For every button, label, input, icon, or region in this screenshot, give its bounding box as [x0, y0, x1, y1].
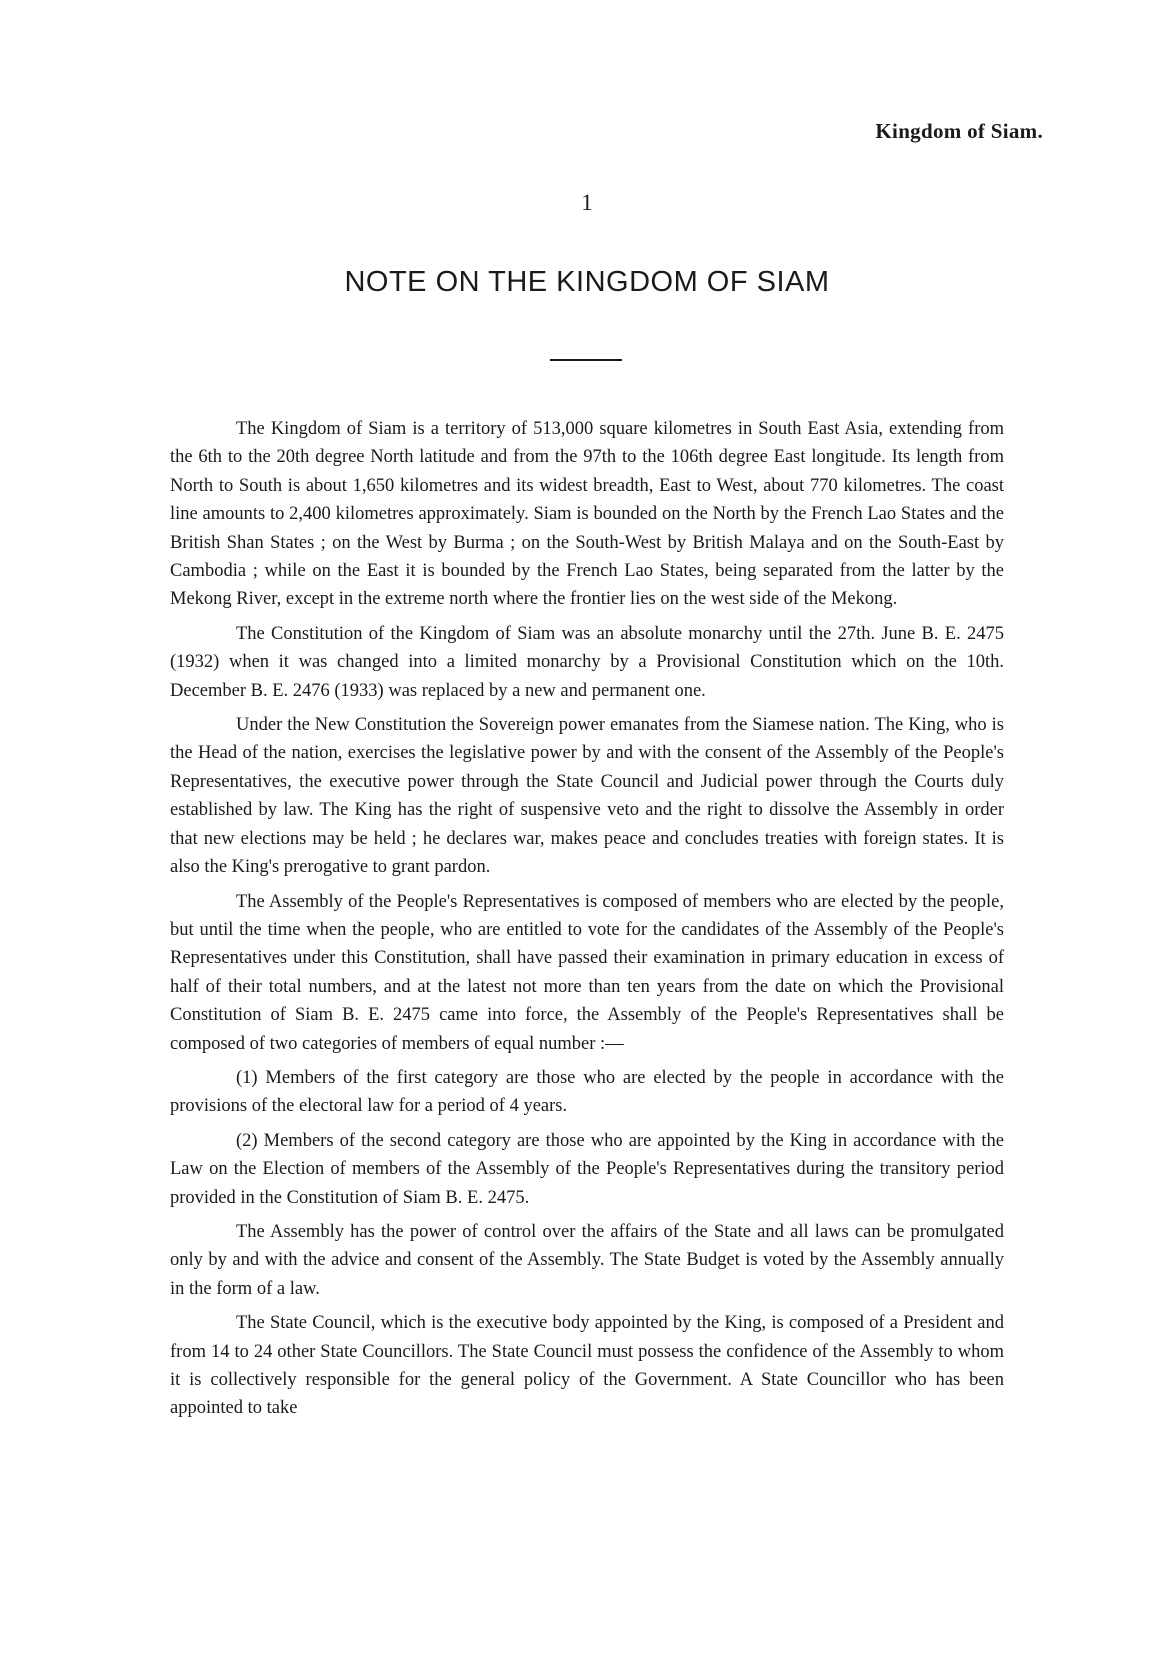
paragraph-assembly-powers: The Assembly has the power of control over the affairs of the State and all laws can be promulgated only by and with the advice and consent of the Assembly. The State Budget is voted by the Assembly annually in the form of a law. — [170, 1221, 1004, 1299]
paragraph-constitution-history: The Constitution of the Kingdom of Siam was an absolute monarchy until the 27th. June B. E. 2475 (1932) when it was changed into a limited monarchy by a Provisional Constitution which on the 10th. December B. E. 2476 (1933) was replaced by a new and permanent one. — [170, 623, 1004, 701]
paragraph-first-category: (1) Members of the first category are those who are elected by the people in accordance with the provisions of the electoral law for a period of 4 years. — [170, 1067, 1004, 1117]
document-title: NOTE ON THE KINGDOM OF SIAM — [344, 266, 830, 298]
document-body — [170, 415, 1004, 1429]
title-divider-rule — [550, 359, 622, 361]
paragraph-geography: The Kingdom of Siam is a territory of 513,000 square kilometres in South East Asia, extending from the 6th to the 20th degree North latitude and from the 97th to the 106th degree East longitude. Its length from North to South is about 1,650 kilometres and its widest breadth, East to West, about 770 kilometres. The coast line amounts to 2,400 kilometres approximately. Siam is bounded on the North by the French Lao States and the British Shan States ; on the West by Burma ; on the South-West by British Malaya and on the South-East by Cambodia ; while on the East it is bounded by the French Lao States, being separated from the latter by the Mekong River, except in the extreme north where the frontier lies on the west side of the Mekong. — [170, 419, 1004, 610]
running-head-title: Kingdom of Siam. — [875, 119, 1043, 143]
paragraph-state-council: The State Council, which is the executive body appointed by the King, is composed of a President and from 14 to 24 other State Councillors. The State Council must possess the confidence of the Assembly to whom it is collectively responsible for the general policy of the Government. A State Councillor who has been appointed to take — [170, 1313, 1004, 1419]
paragraph-sovereign-power: Under the New Constitution the Sovereign power emanates from the Siamese nation. The King, who is the Head of the nation, exercises the legislative power by and with the consent of the Assembly of the People's Representatives, the executive power through the State Council and Judicial power through the Courts duly established by law. The King has the right of suspensive veto and the right to dissolve the Assembly in order that new elections may be held ; he declares war, makes peace and concludes treaties with foreign states. It is also the King's prerogative to grant pardon. — [170, 715, 1004, 878]
page-number: 1 — [581, 190, 593, 215]
paragraph-second-category: (2) Members of the second category are those who are appointed by the King in accordance with the Law on the Election of members of the Assembly of the People's Representatives during the transitory period provided in the Constitution of Siam B. E. 2475. — [170, 1130, 1004, 1208]
paragraph-assembly-composition: The Assembly of the People's Representatives is composed of members who are elected by the people, but until the time when the people, who are entitled to vote for the candidates of the Assembly of the People's Representatives under this Constitution, shall have passed their examination in primary education in excess of half of their total numbers, and at the latest not more than ten years from the date on which the Provisional Constitution of Siam B. E. 2475 came into force, the Assembly of the People's Representatives shall be composed of two categories of members of equal number :— — [170, 891, 1004, 1054]
